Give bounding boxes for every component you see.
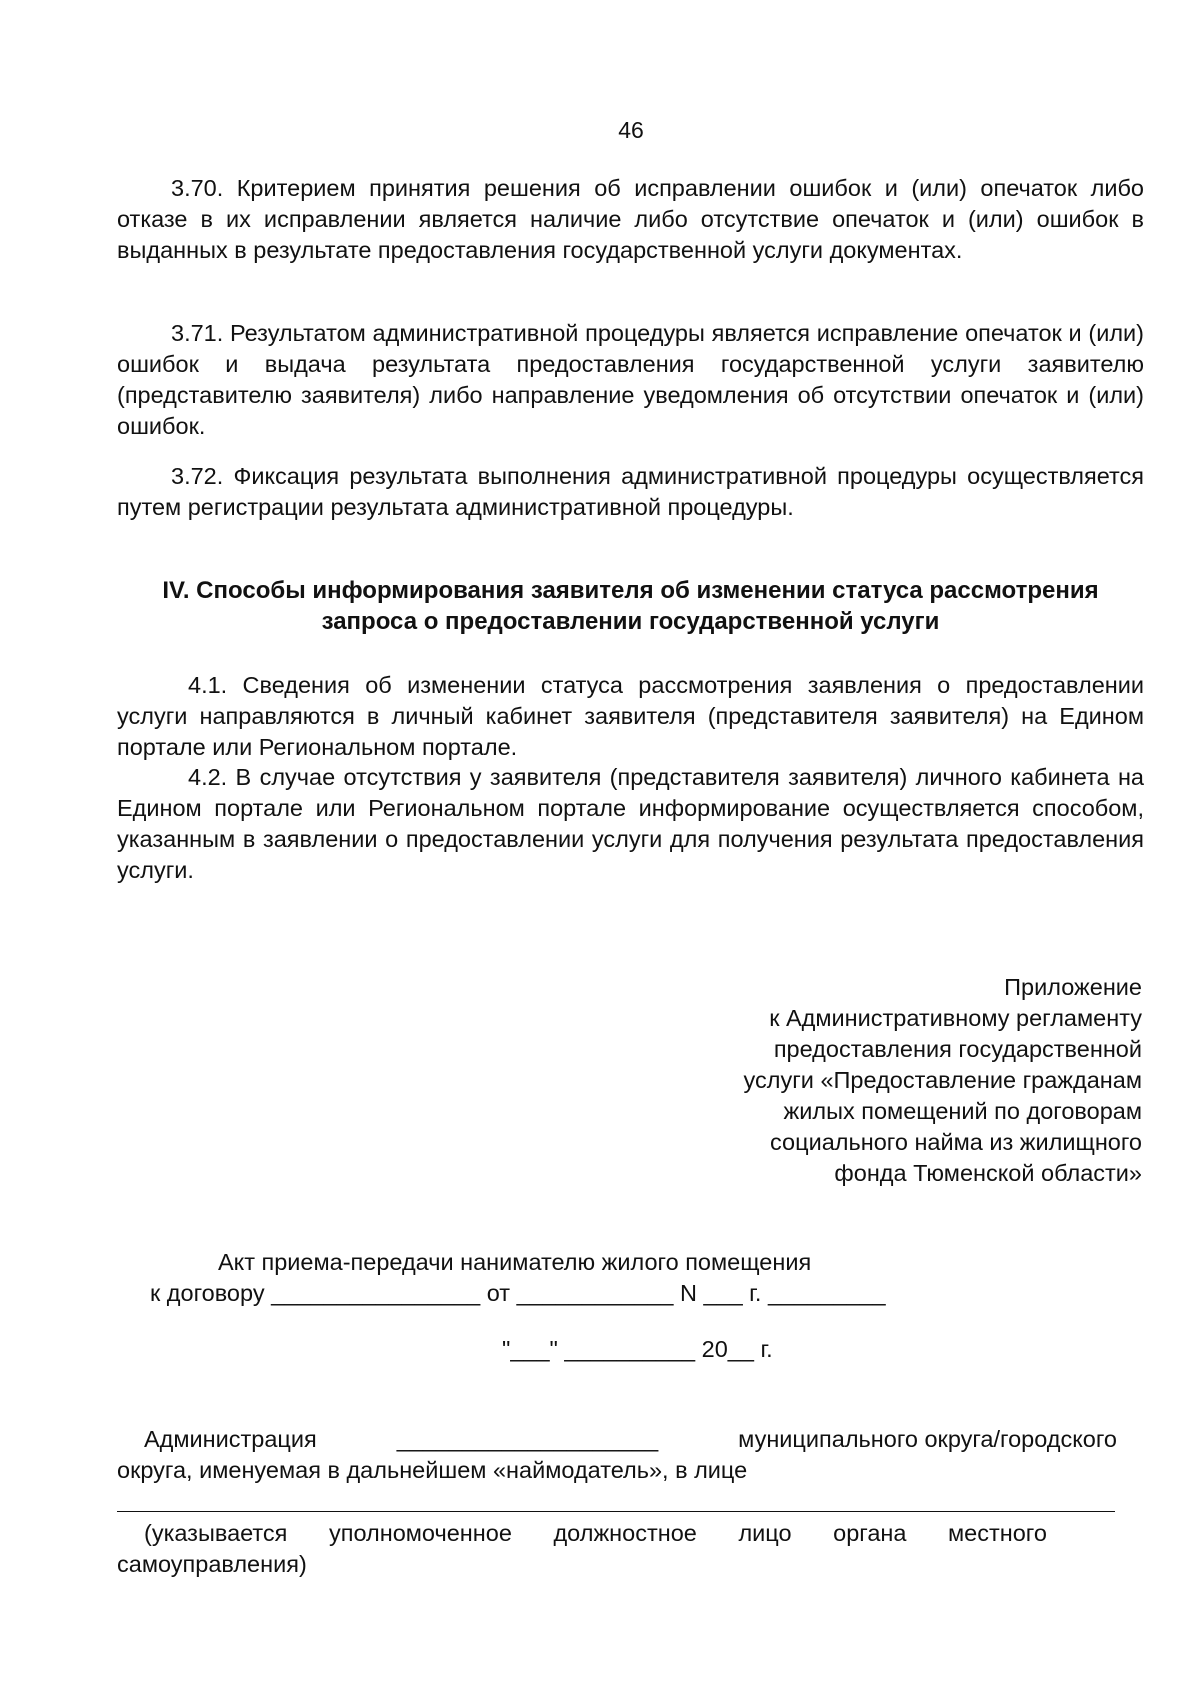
administration-line-1 — [117, 1424, 1117, 1455]
official-note-line-1 — [117, 1518, 1047, 1549]
paragraph-text: 3.70. Критерием принятия решения об исправлении ошибок и (или) опечаток либо отказе в их исправлении является наличие либо отсутствие опечаток и (или) ошибок в выданных в результате предоставления государственной услуги документах. — [117, 175, 1144, 263]
note-word: лицо — [738, 1520, 792, 1546]
appendix-line: фонда Тюменской области» — [834, 1160, 1142, 1186]
paragraph-text: 3.72. Фиксация результата выполнения административной процедуры осуществляется путем регистрации результата административной процедуры. — [117, 463, 1144, 520]
paragraph-text: 4.2. В случае отсутствия у заявителя (представителя заявителя) личного кабинета на Едином портале или Региональном портале информирование осуществляется способом, указанным в заявлении о предоставлении услуги для получения результата предоставления услуги. — [117, 764, 1144, 883]
signature-rule — [117, 1511, 1115, 1512]
section-title — [117, 575, 1144, 637]
section-title-line-2: запроса о предоставлении государственной услуги — [321, 608, 940, 635]
official-note — [117, 1518, 1047, 1580]
appendix-line: Приложение — [1004, 974, 1142, 1000]
paragraph-3-70 — [117, 173, 1144, 266]
note-word: уполномоченное — [328, 1520, 512, 1546]
municipality-type: муниципального округа/городского — [738, 1426, 1117, 1452]
paragraph-text: 3.71. Результатом административной процедуры является исправление опечаток и (или) ошибок и выдача результата предоставления государственной услуги заявителю (представителю заявителя) либо направление уведомления об отсутствии опечаток и (или) ошибок. — [117, 320, 1144, 439]
appendix-line: социального найма из жилищного — [770, 1129, 1142, 1155]
administration-word: Администрация — [144, 1426, 317, 1452]
administration-line-2: округа, именуемая в дальнейшем «наймодатель», в лице — [117, 1457, 748, 1483]
section-title-line-1: IV. Способы информирования заявителя об изменении статуса рассмотрения — [162, 577, 1099, 604]
paragraph-4-2 — [117, 762, 1144, 886]
appendix-line: к Административному регламенту — [769, 1005, 1142, 1031]
official-note-line-2: самоуправления) — [117, 1551, 307, 1577]
note-word: органа — [833, 1520, 907, 1546]
municipality-blank: ____________________ — [396, 1426, 659, 1452]
note-word: (указывается — [144, 1520, 288, 1546]
note-word: должностное — [553, 1520, 697, 1546]
note-word: местного — [948, 1520, 1047, 1546]
act-contract-line: к договору ________________ от ____________ N ___ г. _________ — [150, 1280, 886, 1306]
paragraph-3-72 — [117, 461, 1144, 523]
appendix-line: жилых помещений по договорам — [783, 1098, 1142, 1124]
appendix-block — [600, 972, 1142, 1189]
paragraph-4-1 — [117, 670, 1144, 763]
act-heading — [150, 1247, 886, 1309]
appendix-line: услуги «Предоставление гражданам — [743, 1067, 1142, 1093]
paragraph-3-71 — [117, 318, 1144, 442]
page-number: 46 — [618, 117, 644, 143]
paragraph-text: 4.1. Сведения об изменении статуса рассмотрения заявления о предоставлении услуги направляются в личный кабинет заявителя (представителя заявителя) на Едином портале или Региональном портале. — [117, 672, 1144, 760]
act-date-line: "___" __________ 20__ г. — [502, 1336, 773, 1362]
administration-block — [117, 1424, 1117, 1486]
act-title: Акт приема-передачи нанимателю жилого помещения — [218, 1249, 812, 1275]
appendix-line: предоставления государственной — [773, 1036, 1142, 1062]
